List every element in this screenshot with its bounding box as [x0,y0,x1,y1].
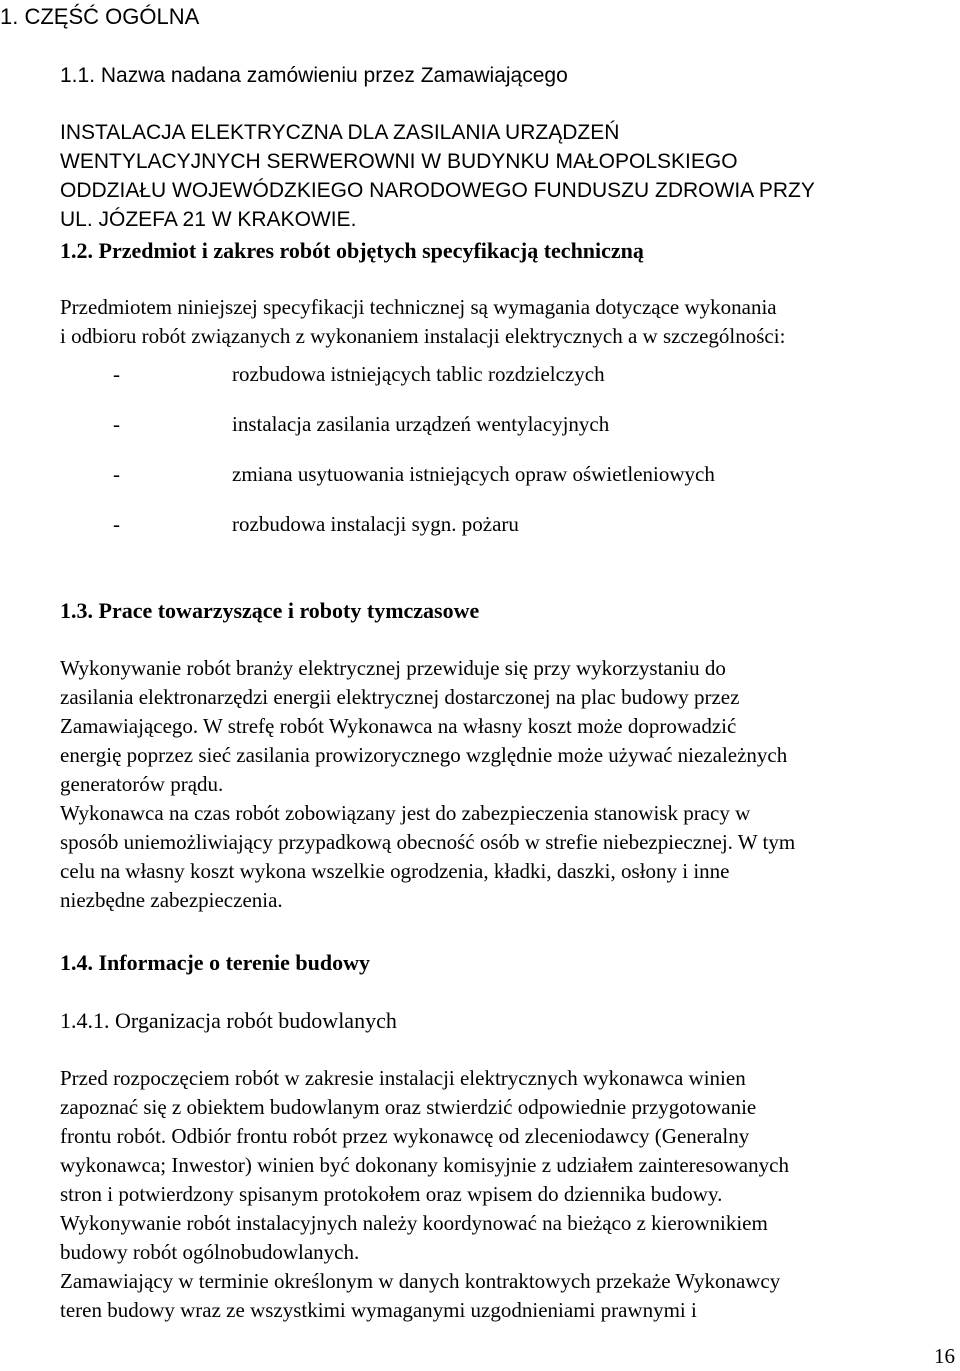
list-bullet: - [113,412,120,436]
list-item: instalacja zasilania urządzeń wentylacyjnych [232,412,610,436]
scope-intro-line: Przedmiotem niniejszej specyfikacji technicznej są wymagania dotyczące wykonania [60,295,777,319]
list-item: rozbudowa istniejących tablic rozdzielczych [232,362,605,386]
paragraph-line: Zamawiający w terminie określonym w danych kontraktowych przekaże Wykonawcy [60,1269,781,1293]
order-name-line: INSTALACJA ELEKTRYCZNA DLA ZASILANIA URZĄDZEŃ [60,121,620,144]
paragraph-line: budowy robót ogólnobudowlanych. [60,1240,360,1264]
paragraph-line: zapoznać się z obiektem budowlanym oraz stwierdzić odpowiednie przygotowanie [60,1095,757,1119]
scope-intro-line: i odbioru robót związanych z wykonaniem instalacji elektrycznych a w szczególności: [60,324,786,348]
list-item: rozbudowa instalacji sygn. pożaru [232,512,519,536]
order-name-line: WENTYLACYJNYCH SERWEROWNI W BUDYNKU MAŁOPOLSKIEGO [60,150,738,173]
heading-1-4-1: 1.4.1. Organizacja robót budowlanych [60,1008,397,1033]
paragraph-line: Wykonywanie robót branży elektrycznej przewiduje się przy wykorzystaniu do [60,656,726,680]
section-title: 1. CZĘŚĆ OGÓLNA [0,4,200,29]
heading-1-2: 1.2. Przedmiot i zakres robót objętych specyfikacją techniczną [60,238,644,263]
heading-1-4: 1.4. Informacje o terenie budowy [60,950,370,975]
paragraph-line: niezbędne zabezpieczenia. [60,888,283,912]
paragraph-line: celu na własny koszt wykona wszelkie ogrodzenia, kładki, daszki, osłony i inne [60,859,730,883]
paragraph-line: Wykonawca na czas robót zobowiązany jest do zabezpieczenia stanowisk pracy w [60,801,751,825]
order-name-line: ODDZIAŁU WOJEWÓDZKIEGO NARODOWEGO FUNDUSZU ZDROWIA PRZY [60,179,815,202]
paragraph-line: sposób uniemożliwiający przypadkową obecność osób w strefie niebezpiecznej. W tym [60,830,796,854]
paragraph-line: energię poprzez sieć zasilania prowizorycznego względnie może używać niezależnych [60,743,788,767]
paragraph-line: Zamawiającego. W strefę robót Wykonawca na własny koszt może doprowadzić [60,714,737,738]
heading-1-1: 1.1. Nazwa nadana zamówieniu przez Zamawiającego [60,64,568,87]
list-bullet: - [113,462,120,486]
paragraph-line: Przed rozpoczęciem robót w zakresie instalacji elektrycznych wykonawca winien [60,1066,746,1090]
paragraph-line: frontu robót. Odbiór frontu robót przez wykonawcę od zleceniodawcy (Generalny [60,1124,750,1148]
list-item: zmiana usytuowania istniejących opraw oświetleniowych [232,462,715,486]
page-number: 16 [934,1344,955,1368]
paragraph-line: Wykonywanie robót instalacyjnych należy koordynować na bieżąco z kierownikiem [60,1211,768,1235]
paragraph-line: stron i potwierdzony spisanym protokołem oraz wpisem do dziennika budowy. [60,1182,723,1206]
heading-1-3: 1.3. Prace towarzyszące i roboty tymczasowe [60,598,480,623]
paragraph-line: wykonawca; Inwestor) winien być dokonany komisyjnie z udziałem zainteresowanych [60,1153,789,1177]
list-bullet: - [113,362,120,386]
paragraph-line: zasilania elektronarzędzi energii elektrycznej dostarczonej na plac budowy przez [60,685,740,709]
list-bullet: - [113,512,120,536]
paragraph-line: teren budowy wraz ze wszystkimi wymaganymi uzgodnieniami prawnymi i [60,1298,697,1322]
order-name-line: UL. JÓZEFA 21 W KRAKOWIE. [60,208,357,231]
paragraph-line: generatorów prądu. [60,772,224,796]
